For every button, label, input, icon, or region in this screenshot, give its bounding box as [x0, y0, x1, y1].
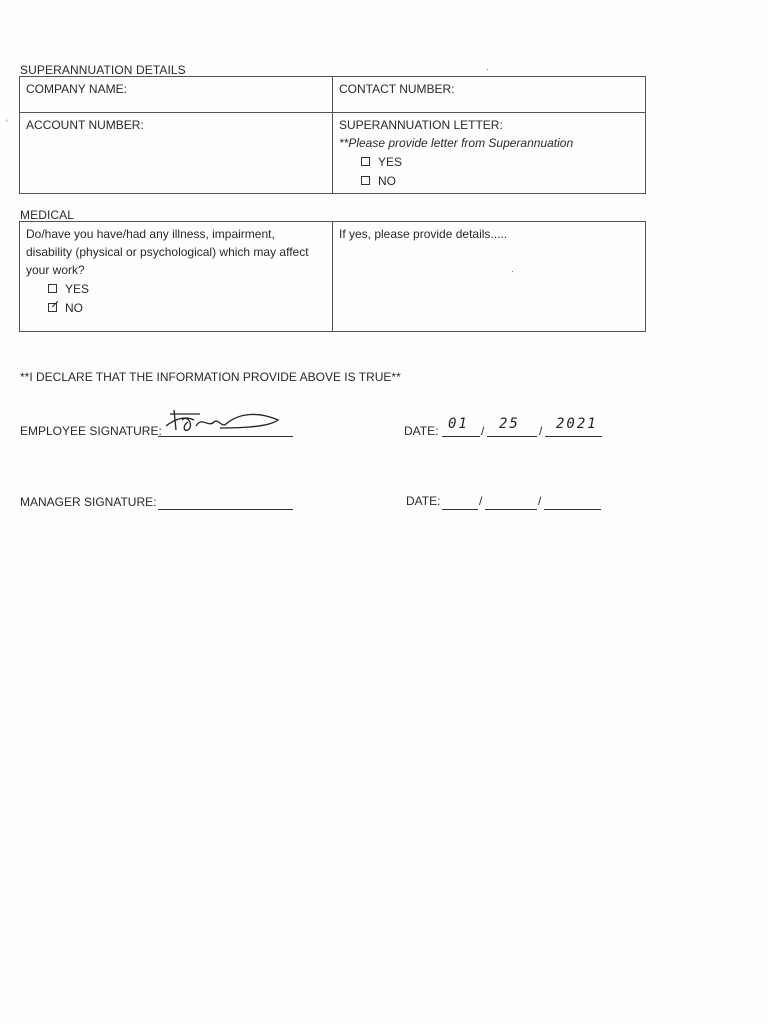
scan-speck: ʻ	[6, 118, 8, 128]
superannuation-letter-label: SUPERANNUATION LETTER:	[339, 118, 503, 132]
declaration-text: **I DECLARE THAT THE INFORMATION PROVIDE ABOVE IS TRUE**	[20, 370, 401, 384]
medical-table	[19, 221, 646, 332]
manager-date-sep-2: /	[538, 494, 542, 508]
manager-date-year-field[interactable]	[544, 495, 601, 510]
employee-date-label: DATE:	[404, 424, 439, 438]
medical-details-cell[interactable]	[333, 222, 646, 332]
letter-no-option[interactable]	[339, 171, 639, 190]
employee-date-day: 25	[499, 416, 520, 432]
letter-no-checkbox[interactable]	[361, 176, 370, 185]
letter-yes-option[interactable]	[339, 152, 639, 171]
account-number-label: ACCOUNT NUMBER:	[26, 118, 144, 132]
manager-date-month-field[interactable]	[442, 495, 478, 510]
letter-no-label: NO	[378, 173, 396, 188]
employee-signature-image	[160, 406, 285, 438]
medical-question-cell	[20, 222, 333, 332]
medical-yes-checkbox[interactable]	[48, 284, 57, 293]
company-name-label: COMPANY NAME:	[26, 82, 127, 96]
manager-date-day-field[interactable]	[485, 495, 537, 510]
contact-number-label: CONTACT NUMBER:	[339, 82, 455, 96]
medical-yes-label: YES	[65, 281, 90, 296]
manager-signature-label: MANAGER SIGNATURE:	[20, 495, 157, 509]
employee-date-sep-1: /	[481, 424, 485, 438]
superannuation-table	[19, 76, 646, 194]
scan-speck: ·	[486, 64, 489, 74]
manager-date-sep-1: /	[479, 494, 483, 508]
employee-date-sep-2: /	[539, 424, 543, 438]
manager-date-label: DATE:	[406, 494, 441, 508]
employee-date-year: 2021	[556, 416, 598, 432]
medical-no-option[interactable]	[26, 298, 326, 317]
letter-yes-checkbox[interactable]	[361, 157, 370, 166]
letter-yes-label: YES	[378, 154, 403, 169]
manager-signature-field[interactable]	[158, 495, 293, 510]
superannuation-title: SUPERANNUATION DETAILS	[20, 63, 186, 77]
medical-question: Do/have you have/had any illness, impairment, disability (physical or psychological) which may affect your work?	[26, 227, 309, 277]
company-name-cell[interactable]	[20, 77, 333, 113]
employee-date-month: 01	[448, 416, 469, 432]
medical-no-checkbox[interactable]	[48, 303, 57, 312]
medical-yes-option[interactable]	[26, 279, 326, 298]
medical-details-label: If yes, please provide details.....	[339, 227, 508, 241]
superannuation-letter-note: **Please provide letter from Superannuation	[339, 136, 574, 150]
scan-speck: ·	[511, 266, 514, 276]
contact-number-cell[interactable]	[333, 77, 646, 113]
superannuation-letter-cell	[333, 113, 646, 194]
medical-title: MEDICAL	[20, 208, 75, 222]
employee-signature-label: EMPLOYEE SIGNATURE:	[20, 424, 162, 438]
account-number-cell[interactable]	[20, 113, 333, 194]
medical-no-label: NO	[65, 300, 83, 315]
